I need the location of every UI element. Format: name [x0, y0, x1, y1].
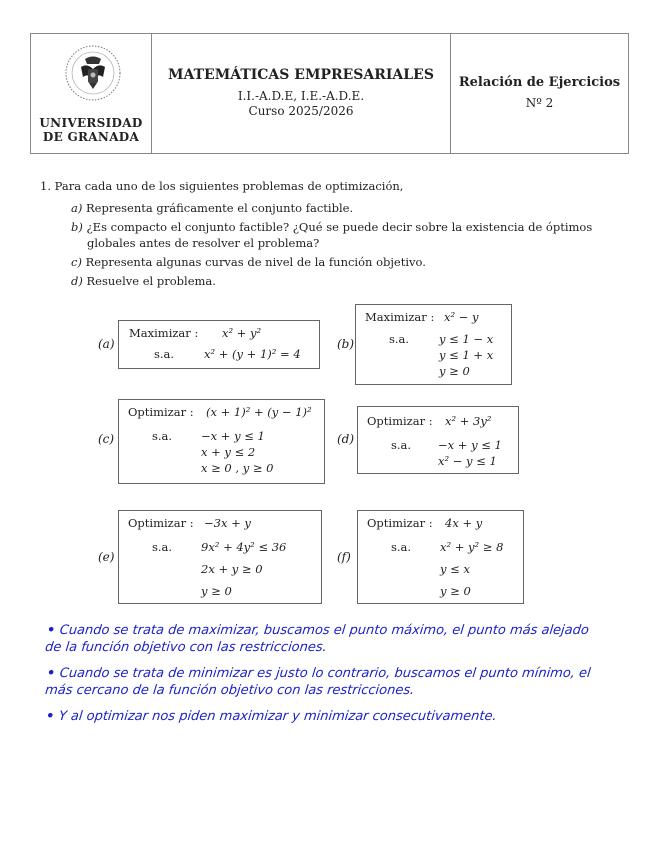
sheet-info-cell — [451, 34, 628, 153]
problem-c-label: (c) — [98, 432, 115, 446]
problem-c-kind: Optimizar : — [128, 405, 194, 419]
problem-b-constraint-2: y ≤ 1 + x — [439, 348, 494, 362]
problem-b-objective: x² − y — [444, 310, 479, 324]
problem-a-objective: x² + y² — [222, 326, 262, 340]
item-label: b) — [71, 220, 83, 234]
item-text: Representa algunas curvas de nivel de la función objetivo. — [85, 255, 426, 269]
problem-e-constraint-2: 2x + y ≥ 0 — [201, 562, 263, 576]
note-text: Y al optimizar nos piden maximizar y minimizar consecutivamente. — [58, 709, 498, 724]
problem-f-constraint-3: y ≥ 0 — [440, 584, 471, 598]
course-year: Curso 2025/2026 — [248, 104, 354, 118]
problem-e-box — [118, 510, 322, 604]
handwritten-note-3: • Y al optimizar nos piden maximizar y minimizar consecutivamente. — [45, 709, 498, 724]
course-title: MATEMÁTICAS EMPRESARIALES — [168, 67, 434, 83]
problem-a-constraint-1: x² + (y + 1)² = 4 — [204, 347, 301, 361]
exercise-item-b — [71, 219, 620, 251]
document-header — [30, 33, 629, 154]
problem-c-constraint-2: x + y ≤ 2 — [201, 445, 256, 459]
university-crest-icon — [63, 43, 123, 103]
problem-a-kind: Maximizar : — [129, 326, 199, 340]
problem-e-constraint-1: 9x² + 4y² ≤ 36 — [201, 540, 287, 554]
problem-f-constraint-2: y ≤ x — [440, 562, 470, 576]
problem-c-constraint-3: x ≥ 0 , y ≥ 0 — [201, 461, 274, 475]
problem-f-st: s.a. — [391, 540, 412, 554]
exercise-item-c — [71, 254, 620, 270]
university-name-line2: DE GRANADA — [42, 130, 140, 144]
problem-b-st: s.a. — [389, 332, 410, 346]
course-info-cell — [152, 34, 451, 153]
problem-f-objective: 4x + y — [445, 516, 483, 530]
sheet-number: Nº 2 — [525, 96, 554, 110]
problem-c-objective: (x + 1)² + (y − 1)² — [206, 405, 312, 419]
problem-c-box — [118, 399, 325, 484]
item-text: ¿Es compacto el conjunto factible? ¿Qué se puede decir sobre la existencia de óptimos globales antes de resolver el problema? — [86, 220, 593, 250]
course-degrees: I.I.-A.D.E, I.E.-A.D.E. — [237, 89, 365, 103]
handwritten-note-2: • Cuando se trata de minimizar es justo lo contrario, buscamos el punto mínimo, el más cercano de la función objetivo con las restricciones. — [44, 666, 592, 698]
problem-b-constraint-3: y ≥ 0 — [439, 364, 470, 378]
problem-e-kind: Optimizar : — [128, 516, 194, 530]
handwritten-note-1: • Cuando se trata de maximizar, buscamos el punto máximo, el punto más alejado de la función objetivo con las restricciones. — [44, 623, 590, 655]
problem-f-label: (f) — [337, 550, 351, 564]
problem-a-st: s.a. — [154, 347, 175, 361]
problem-d-kind: Optimizar : — [367, 414, 433, 428]
item-label: c) — [71, 255, 82, 269]
exercise-item-d — [71, 273, 620, 289]
problem-c-constraint-1: −x + y ≤ 1 — [201, 429, 265, 443]
problem-b-kind: Maximizar : — [365, 310, 435, 324]
item-text: Representa gráficamente el conjunto factible. — [86, 201, 354, 215]
problem-f-box — [357, 510, 524, 604]
problem-a-box — [118, 320, 320, 369]
university-name-line1: UNIVERSIDAD — [39, 116, 143, 130]
problem-e-label: (e) — [98, 550, 115, 564]
problem-c-st: s.a. — [152, 429, 173, 443]
university-name — [31, 116, 151, 144]
exercise-number: 1. — [40, 179, 51, 193]
item-text: Resuelve el problema. — [86, 274, 216, 288]
exercise-intro-text: Para cada uno de los siguientes problemas de optimización, — [54, 179, 404, 193]
problem-e-st: s.a. — [152, 540, 173, 554]
problem-d-box — [357, 406, 519, 474]
exercise-item-a — [71, 200, 620, 216]
problem-b-box — [355, 304, 512, 385]
exercise-1 — [40, 178, 620, 289]
item-label: d) — [71, 274, 83, 288]
problem-f-kind: Optimizar : — [367, 516, 433, 530]
item-label: a) — [71, 201, 83, 215]
problem-d-constraint-1: −x + y ≤ 1 — [438, 438, 502, 452]
problem-d-constraint-2: x² − y ≤ 1 — [438, 454, 497, 468]
note-text: Cuando se trata de maximizar, buscamos el punto máximo, el punto más alejado de la función objetivo con las restricciones. — [44, 623, 590, 655]
problem-e-constraint-3: y ≥ 0 — [201, 584, 232, 598]
problem-a-label: (a) — [98, 337, 115, 351]
problem-b-label: (b) — [337, 337, 355, 351]
exercise-intro — [40, 178, 620, 194]
university-logo-cell — [31, 34, 152, 153]
problem-e-objective: −3x + y — [204, 516, 251, 530]
problem-f-constraint-1: x² + y² ≥ 8 — [440, 540, 504, 554]
problem-d-st: s.a. — [391, 438, 412, 452]
handwritten-notes — [46, 622, 606, 734]
problem-d-objective: x² + 3y² — [445, 414, 492, 428]
problem-b-constraint-1: y ≤ 1 − x — [439, 332, 494, 346]
problem-d-label: (d) — [337, 432, 355, 446]
note-text: Cuando se trata de minimizar es justo lo contrario, buscamos el punto mínimo, el más cercano de la función objetivo con las restricciones. — [44, 666, 592, 698]
sheet-title: Relación de Ejercicios — [458, 75, 621, 90]
